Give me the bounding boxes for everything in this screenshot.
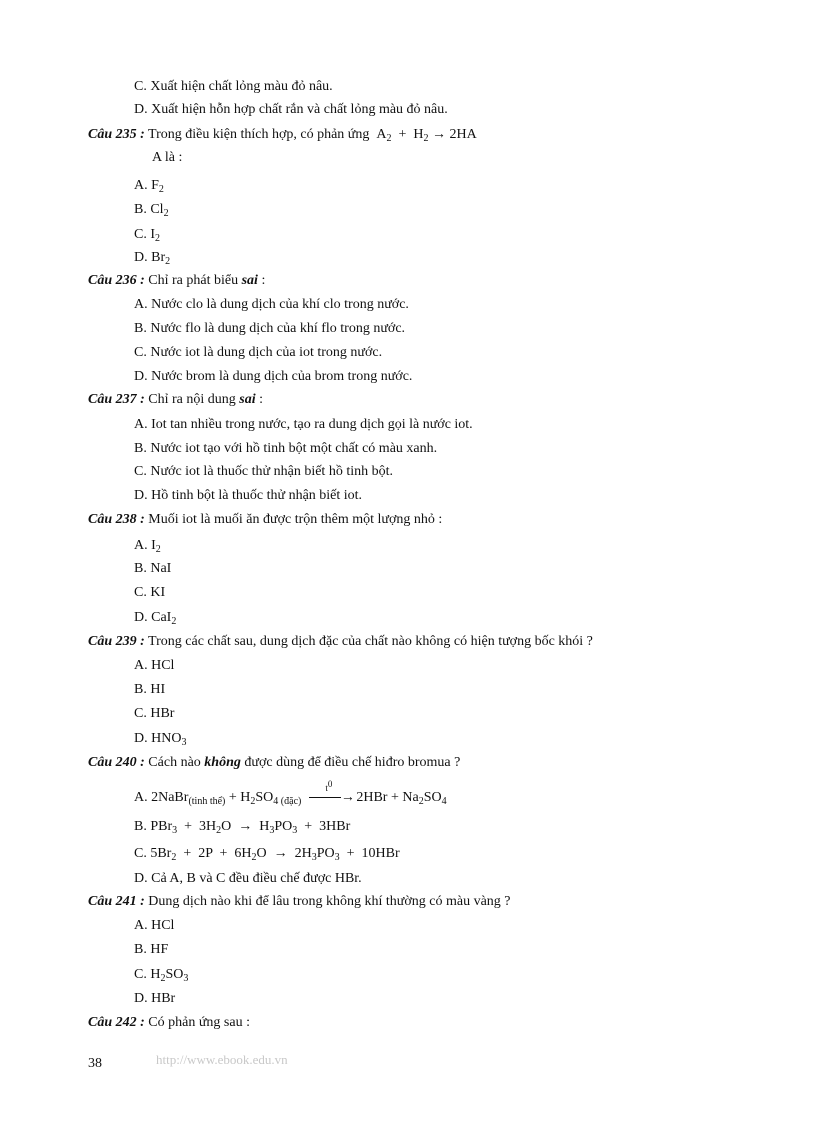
reaction-arrow: $t^0$ → [309, 789, 349, 807]
option-c: C. $5Br_2 + 2P + 6H_2O \to 2H_3PO_3 + 10HBr$ [134, 846, 400, 863]
question-label: Câu 242 : [88, 1015, 145, 1030]
question-label: Câu 237 : [88, 392, 145, 407]
question-241: Câu 241 : Dung dịch nào khi để lâu trong không khí thường có màu vàng ? [88, 894, 511, 909]
option-d: D. Cả A, B và C đều điều chế được HBr. [134, 871, 362, 886]
option-a: A. Iot tan nhiều trong nước, tạo ra dung dịch gọi là nước iot. [134, 417, 473, 432]
question-239: Câu 239 : Trong các chất sau, dung dịch đặc của chất nào không có hiện tượng bốc khói ? [88, 634, 593, 649]
option-c: C. KI [134, 585, 166, 600]
option-d-prev: D. Xuất hiện hỗn hợp chất rắn và chất lỏng màu đỏ nâu. [134, 102, 448, 117]
question-sub: A là : [152, 150, 183, 165]
option-a: A. Nước clo là dung dịch của khí clo trong nước. [134, 297, 409, 312]
option-d: D. $HNO_3$ [134, 731, 187, 748]
question-238: Câu 238 : Muối iot là muối ăn được trộn thêm một lượng nhỏ : [88, 512, 443, 527]
option-b: B. Nước flo là dung dịch của khí flo trong nước. [134, 321, 406, 336]
option-a: A. $F_2$ [134, 178, 164, 195]
option-d: D. $Br_2$ [134, 250, 171, 267]
question-242: Câu 242 : Có phản ứng sau : [88, 1015, 250, 1030]
question-240: Câu 240 : Cách nào không được dùng để điều chế hiđro bromua ? [88, 755, 461, 770]
question-label: Câu 235 : [88, 127, 145, 142]
question-label: Câu 236 : [88, 273, 145, 288]
option-b: B. Nước iot tạo với hồ tinh bột một chất có màu xanh. [134, 441, 438, 456]
option-d: D. HBr [134, 991, 176, 1006]
question-label: Câu 241 : [88, 894, 145, 909]
option-c: C. $I_2$ [134, 227, 160, 244]
footer-url: http://www.ebook.edu.vn [156, 1052, 288, 1067]
option-c: C. Nước iot là thuốc thử nhận biết hồ tinh bột. [134, 464, 393, 479]
option-a: A. 2NaBr$_{(tinh thể)}$ + $H_2SO_4$ $_{(đặc)}$ $t^0$ → $2HBr + Na_2SO_4$ [134, 779, 447, 807]
question-235 [88, 126, 477, 144]
question-237: Câu 237 : Chỉ ra nội dung sai : [88, 392, 264, 407]
option-c-prev: C. Xuất hiện chất lỏng màu đỏ nâu. [134, 79, 333, 94]
option-b: B. HI [134, 682, 166, 697]
question-label: Câu 239 : [88, 634, 145, 649]
emphasis: sai [241, 273, 258, 288]
option-c: C. Nước iot là dung dịch của iot trong nước. [134, 345, 383, 360]
option-d: D. Nước brom là dung dịch của brom trong nước. [134, 369, 413, 384]
option-a: A. $I_2$ [134, 538, 161, 555]
emphasis: sai [239, 392, 256, 407]
equation: $A_2 + H_2 \to 2HA$ [372, 127, 477, 144]
option-d: D. Hồ tinh bột là thuốc thử nhận biết iot. [134, 488, 363, 503]
question-label: Câu 238 : [88, 512, 145, 527]
option-b: B. NaI [134, 561, 172, 576]
question-label: Câu 240 : [88, 755, 145, 770]
option-b: B. $Cl_2$ [134, 202, 169, 219]
question-236: Câu 236 : Chỉ ra phát biểu sai : [88, 273, 266, 288]
question-text: Trong điều kiện thích hợp, có phản ứng [144, 127, 373, 142]
option-a: A. HCl [134, 658, 175, 673]
emphasis: không [204, 755, 241, 770]
option-a: A. HCl [134, 918, 175, 933]
option-c: C. $H_2SO_3$ [134, 967, 189, 984]
option-b: B. HF [134, 942, 169, 957]
page-number: 38 [88, 1056, 102, 1071]
option-d: D. CaI$_2$ [134, 610, 177, 627]
option-c: C. HBr [134, 706, 175, 721]
option-b: B. $PBr_3 + 3H_2O \to H_3PO_3 + 3HBr$ [134, 819, 351, 836]
